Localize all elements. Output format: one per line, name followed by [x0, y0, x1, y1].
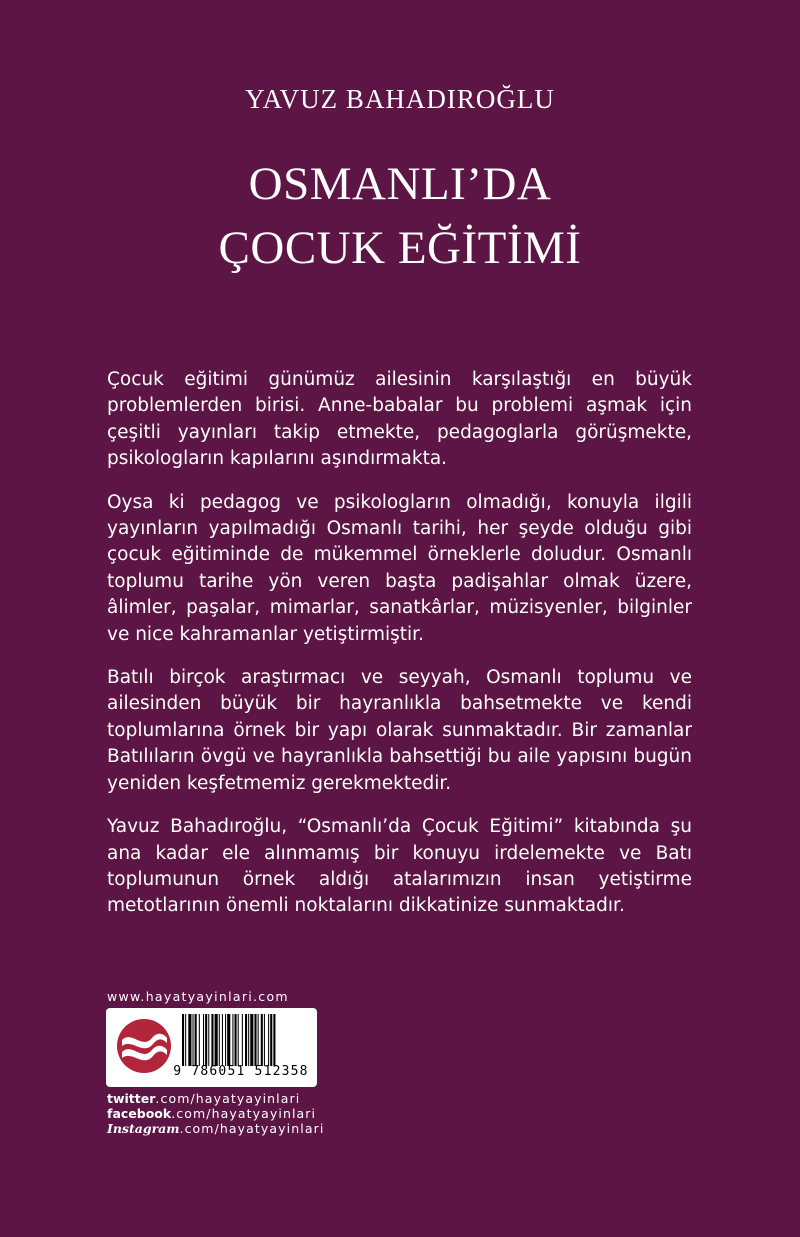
social-link-twitter[interactable]	[107, 1091, 327, 1106]
instagram-wordmark: Instagram	[107, 1121, 180, 1136]
barcode-icon	[182, 1014, 310, 1066]
facebook-path: .com/hayatyayinlari	[171, 1106, 317, 1121]
author-name: YAVUZ BAHADIROĞLU	[245, 84, 555, 114]
social-link-facebook[interactable]	[107, 1106, 327, 1121]
twitter-wordmark: twitter	[107, 1091, 156, 1106]
back-cover-blurb	[107, 367, 692, 937]
social-link-instagram[interactable]	[107, 1121, 327, 1136]
book-title-line-2: ÇOCUK EĞİTİMİ	[218, 222, 582, 274]
isbn-number: 9 786051 512358	[173, 1064, 309, 1079]
social-links	[107, 1091, 327, 1136]
blurb-paragraph-1: Çocuk eğitimi günümüz ailesinin karşılaştığı en büyük problemlerden birisi. Anne-babalar bu problemi aşmak için çeşitli yayınları takip etmekte, pedagoglarla görüşmekte, psikologların kapılarını aşındırmakta.	[107, 369, 692, 470]
blurb-paragraph-2: Oysa ki pedagog ve psikologların olmadığı, konuyla ilgili yayınların yapılmadığı Osmanlı tarihi, her şeyde olduğu gibi çocuk eğitiminde de mükemmel örneklerle doludur. Osmanlı toplumu tarihe yön veren başta padişahlar olmak üzere, âlimler, paşalar, mimarlar, sanatkârlar, müzisyenler, bilginler ve nice kahramanlar yetiştirmiştir.	[107, 491, 692, 645]
twitter-path: .com/hayatyayinlari	[155, 1091, 301, 1106]
publisher-website[interactable]: www.hayatyayinlari.com	[107, 989, 289, 1004]
blurb-paragraph-4: Yavuz Bahadıroğlu, “Osmanlı’da Çocuk Eğitimi” kitabında şu ana kadar ele alınmamış bir konuyu irdelemekte ve Batı toplumunun örnek aldığı atalarımızın insan yetiştirme metotlarının önemli noktalarını dikkatinize sunmaktadır.	[107, 816, 692, 917]
barcode-panel	[106, 1008, 317, 1087]
facebook-wordmark: facebook	[107, 1106, 172, 1121]
book-title	[0, 152, 800, 280]
book-title-line-1: OSMANLI’DA	[248, 158, 552, 210]
blurb-paragraph-3: Batılı birçok araştırmacı ve seyyah, Osmanlı toplumu ve ailesinden büyük bir hayranlıkla bahsetmekte ve kendi toplumlarına örnek bir yapı olarak sunmaktadır. Bir zamanlar Batılıların övgü ve hayranlıkla bahsettiği bu aile yapısını bugün yeniden keşfetmemiz gerekmektedir.	[107, 667, 692, 794]
instagram-path: .com/hayatyayinlari	[179, 1121, 325, 1136]
publisher-logo-icon	[114, 1016, 174, 1076]
